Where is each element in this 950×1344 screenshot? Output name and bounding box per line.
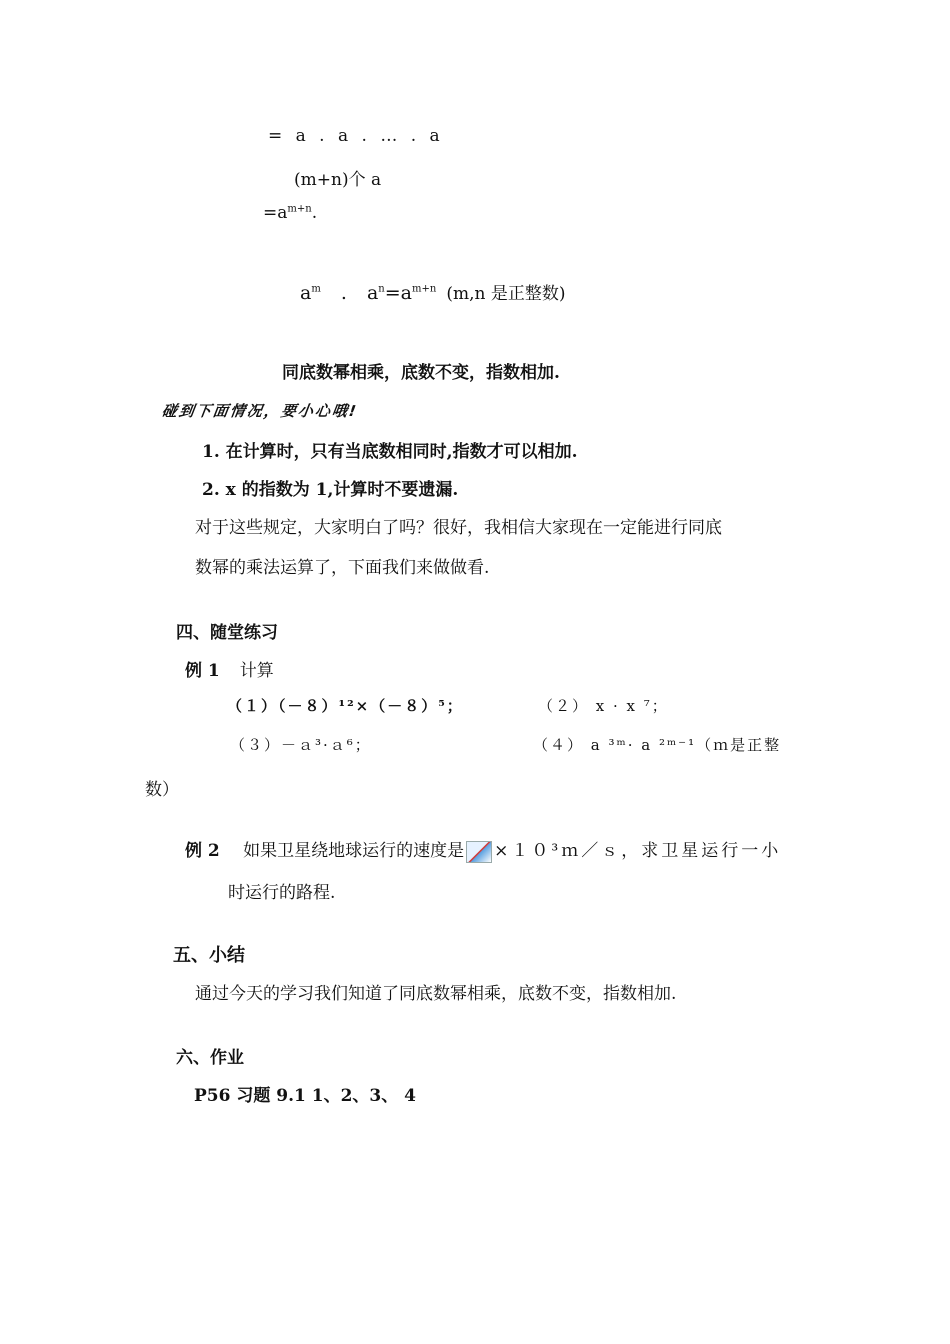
example-2-line-2: 时运行的路程.: [228, 883, 336, 903]
paragraph-line-1: 对于这些规定，大家明白了吗？很好，我相信大家现在一定能进行同底: [195, 518, 722, 538]
problem-2: （２） x · x ⁷；: [538, 697, 669, 715]
warning-note: 碰到下面情况，要小心哦!: [160, 402, 360, 420]
example-1: 例 1 计算: [185, 661, 274, 681]
problem-1: （１）（－８）¹²×（－８）⁵；: [227, 697, 464, 715]
section-5-title: 五、小结: [173, 945, 245, 966]
note-2: 2. x 的指数为 1,计算时不要遗漏.: [202, 480, 459, 500]
example-2: 例 2 如果卫星绕地球运行的速度是 ×１０³ｍ／ｓ，求卫星运行一小: [185, 841, 782, 861]
rule-statement: 同底数幂相乘，底数不变，指数相加.: [282, 363, 560, 383]
power-rule-formula: $a^m$ . $a^n=a^{m+n}$ (m,n 是正整数): [300, 282, 566, 304]
paragraph-line-2: 数幂的乘法运算了，下面我们来做做看.: [195, 558, 490, 578]
summary-text: 通过今天的学习我们知道了同底数幂相乘，底数不变，指数相加.: [195, 984, 677, 1004]
section-4-title: 四、随堂练习: [176, 623, 278, 643]
note-1: 1. 在计算时，只有当底数相同时,指数才可以相加.: [202, 442, 578, 462]
section-6-title: 六、作业: [176, 1048, 244, 1068]
homework-text: P56 习题 9.1 1、2、3、 4: [194, 1086, 417, 1106]
derivation-line-3: $=a^{m+n}$.: [263, 203, 318, 223]
embedded-image-icon: [466, 841, 492, 863]
derivation-line-1: = a . a . … . a: [268, 126, 444, 146]
derivation-line-2: (m+n)个 a: [294, 170, 382, 190]
problem-3: （３）－ａ³·ａ⁶；: [230, 736, 372, 754]
problem-4-continued: 数）: [145, 780, 179, 800]
problem-4: （４） a ³ᵐ· a ²ᵐ⁻¹（ｍ是正整: [533, 736, 782, 754]
